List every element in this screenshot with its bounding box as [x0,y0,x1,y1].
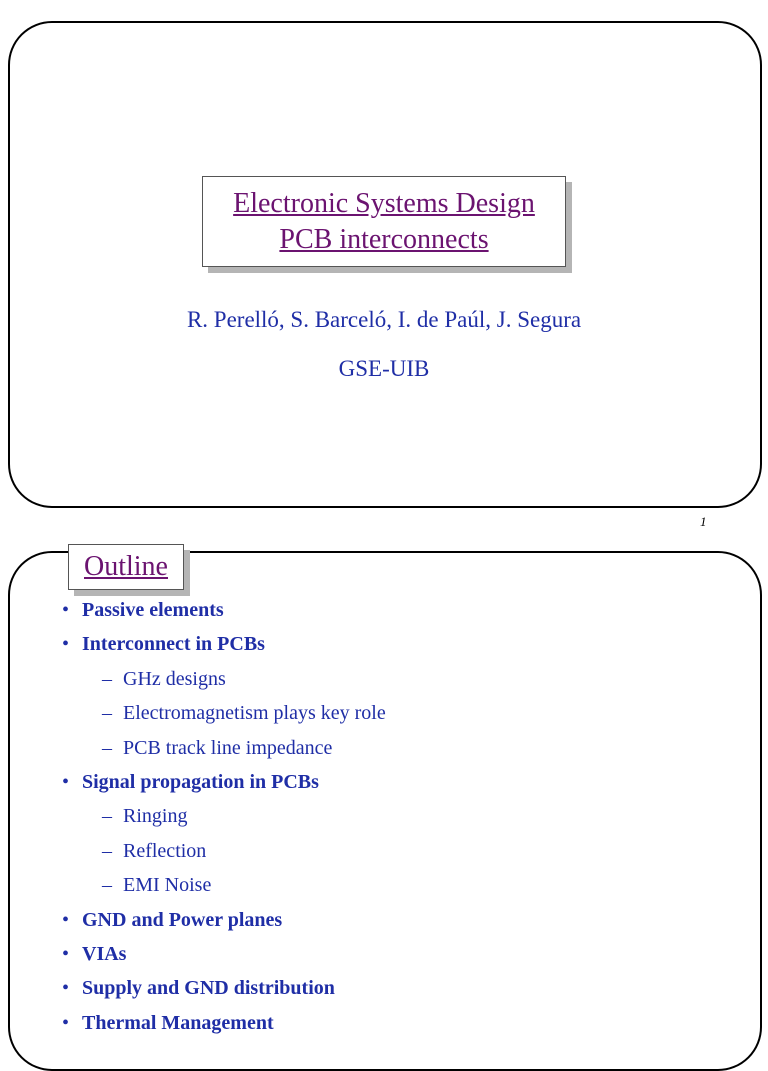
outline-title-box [68,544,184,590]
outline-item-text: Thermal Management [82,1012,274,1034]
bullet-marker: • [62,599,70,621]
dash-marker: – [102,805,112,827]
outline-item-text: Passive elements [82,599,224,621]
bullet-marker: • [62,633,70,655]
outline-item-text: VIAs [82,943,127,965]
dash-marker: – [102,668,112,690]
outline-item-text: Electromagnetism plays key role [123,702,386,724]
title-line-2: PCB interconnects [279,223,489,255]
organization: GSE-UIB [338,356,430,381]
outline-item-text: GHz designs [123,668,226,690]
bullet-marker: • [62,1012,70,1034]
outline-item-text: PCB track line impedance [123,737,333,759]
outline-title: Outline [84,551,168,582]
title-line-1: Electronic Systems Design [233,187,535,219]
dash-marker: – [102,702,112,724]
dash-marker: – [102,737,112,759]
authors: R. Perelló, S. Barceló, I. de Paúl, J. Segura [186,307,582,332]
outline-item-text: EMI Noise [123,874,212,896]
outline-item-text: Reflection [123,840,207,862]
bullet-marker: • [62,943,70,965]
outline-slide [8,551,762,1071]
dash-marker: – [102,874,112,896]
outline-item-text: Signal propagation in PCBs [82,771,319,793]
outline-item-text: Interconnect in PCBs [82,633,265,655]
page-number: 1 [700,514,707,529]
outline-item-text: Ringing [123,805,188,827]
outline-item-text: GND and Power planes [82,909,283,931]
dash-marker: – [102,840,112,862]
bullet-marker: • [62,909,70,931]
outline-item-text: Supply and GND distribution [82,977,335,999]
bullet-marker: • [62,771,70,793]
title-box [202,176,566,267]
bullet-marker: • [62,977,70,999]
